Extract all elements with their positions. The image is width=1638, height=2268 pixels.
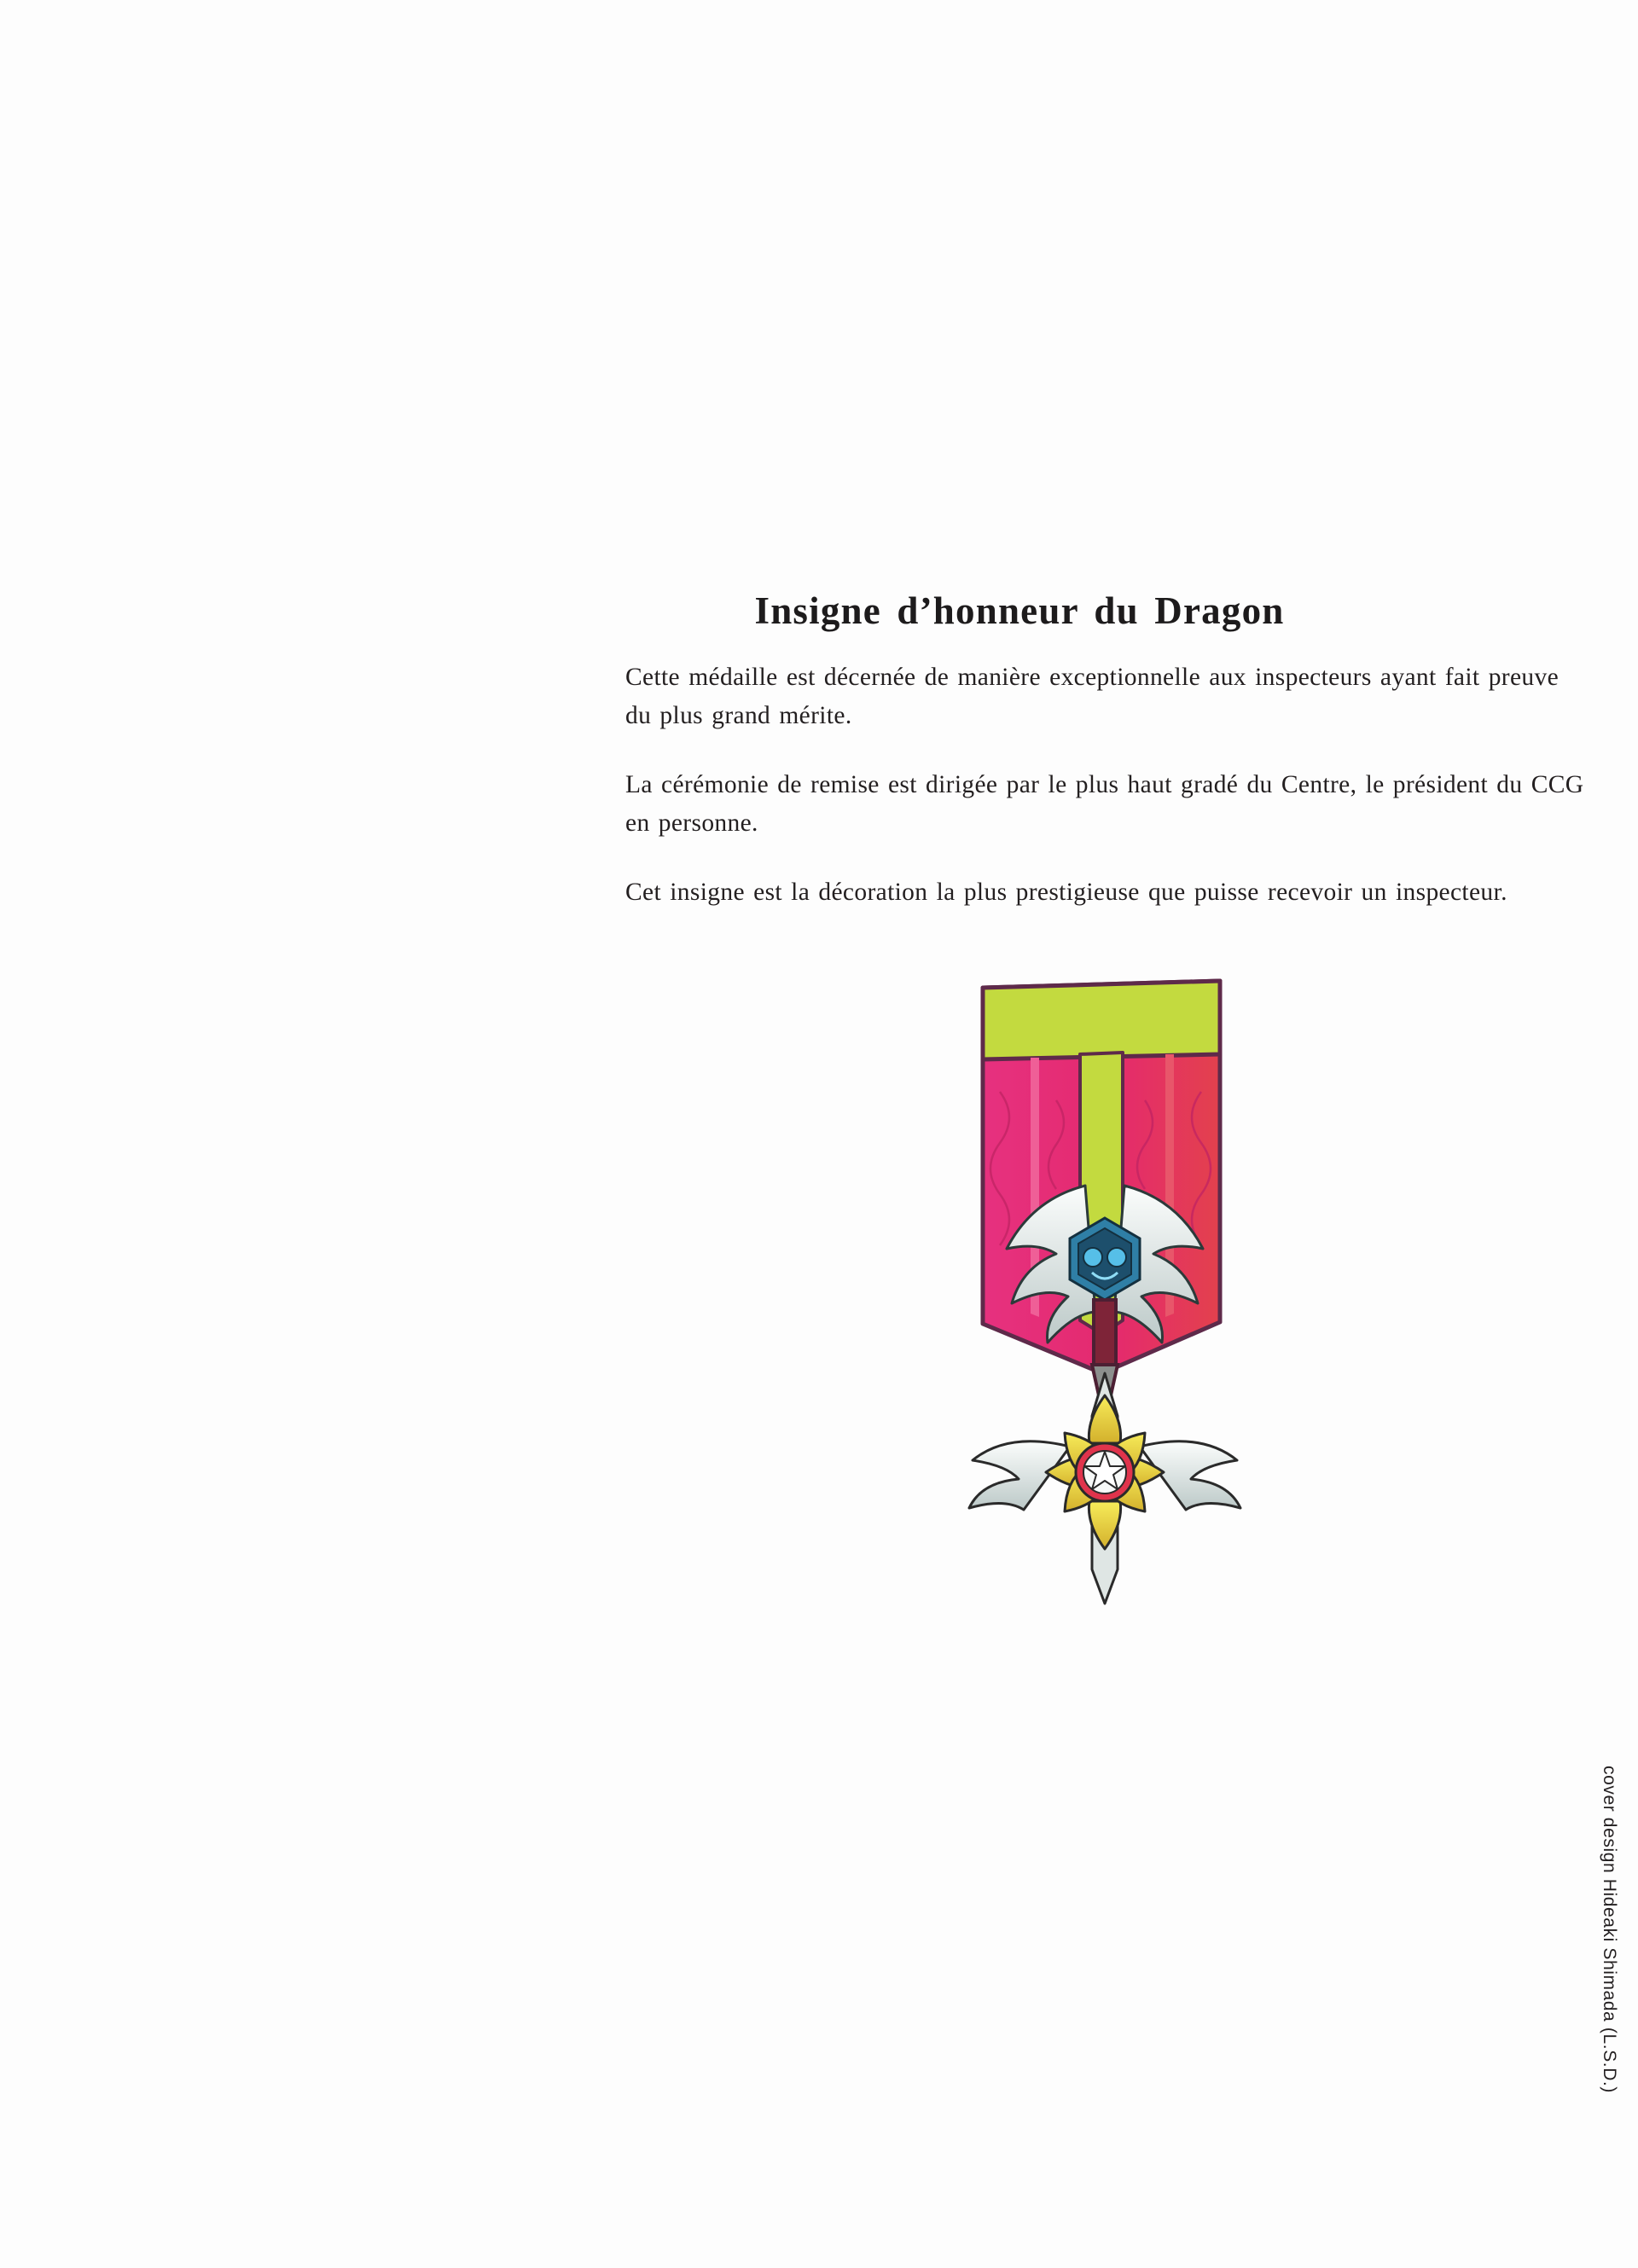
medal-illustration bbox=[964, 972, 1246, 1646]
paragraph-1: Cette médaille est décernée de manière exceptionnelle aux inspecteurs ayant fait preuve du plus grand mérite. bbox=[625, 664, 1560, 729]
cover-design-credit: cover design Hideaki Shimada (L.S.D.) bbox=[1600, 1766, 1619, 2094]
paragraph-2: La cérémonie de remise est dirigée par le plus haut gradé du Centre, le président du CCG en personne. bbox=[625, 771, 1584, 837]
paragraph-3: Cet insigne est la décoration la plus prestigieuse que puisse recevoir un inspecteur. bbox=[625, 879, 1507, 906]
body-text bbox=[625, 658, 1585, 912]
medal-star bbox=[969, 1373, 1240, 1604]
page-title: Insigne d’honneur du Dragon bbox=[754, 589, 1285, 633]
